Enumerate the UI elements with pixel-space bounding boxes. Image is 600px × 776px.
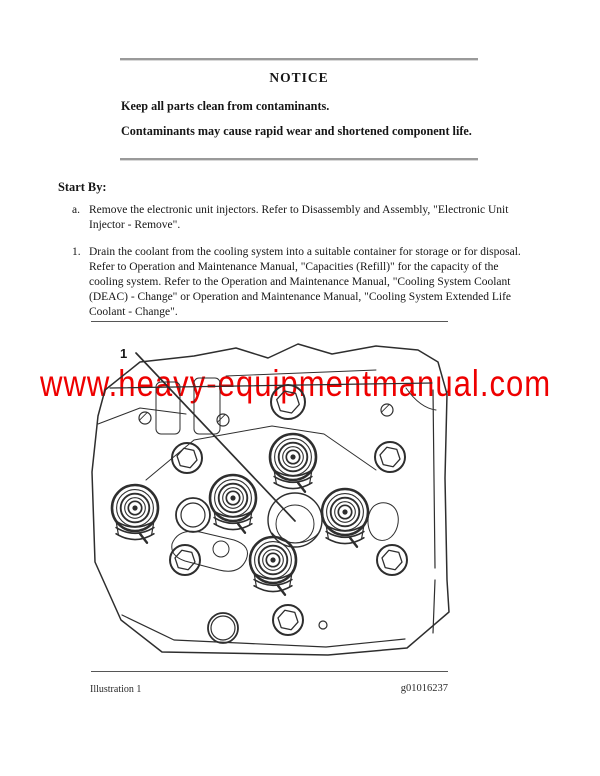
substep-a [72,203,508,233]
cylinder-head-illustration [76,328,524,670]
step-1 [72,245,521,320]
text-line: Injector - Remove". [89,218,181,231]
start-by-heading: Start By: [58,180,107,194]
illustration-top-rule [91,321,448,322]
notice-bottom-rule [120,158,478,161]
notice-title: NOTICE [269,70,329,85]
text-line: (DEAC) - Change" or Operation and Maintenance Manual, "Cooling System Extended Life [89,290,512,303]
text-line: cooling system. Refer to the Operation and Maintenance Manual, "Cooling System Coolant [89,275,511,288]
text-line: Drain the coolant from the cooling system into a suitable container for storage or for disposal. [89,246,521,258]
notice-top-rule [120,58,478,61]
text-line: Remove the electronic unit injectors. Refer to Disassembly and Assembly, "Electronic Unit [89,204,509,216]
step-1-marker: 1. [72,246,81,258]
notice-line-2: Contaminants may cause rapid wear and shortened component life. [121,124,472,138]
hex-bolts [170,385,407,635]
watermark: www.heavy-equipmentmanual.com [40,363,552,404]
substep-a-marker: a. [72,204,80,216]
notice-line-1: Keep all parts clean from contaminants. [121,99,330,113]
text-line: Coolant - Change". [89,305,178,318]
illustration-caption: Illustration 1 [90,684,142,695]
text-line: Refer to Operation and Maintenance Manual, "Capacities (Refill)" for the capacity of the [89,260,499,273]
callout-label: 1 [120,346,128,361]
valve-spring-assemblies [112,434,368,595]
figure-id: g01016237 [400,683,448,694]
step-1-text [89,245,521,320]
substep-a-text [89,203,508,233]
illustration-bottom-rule [91,671,448,672]
